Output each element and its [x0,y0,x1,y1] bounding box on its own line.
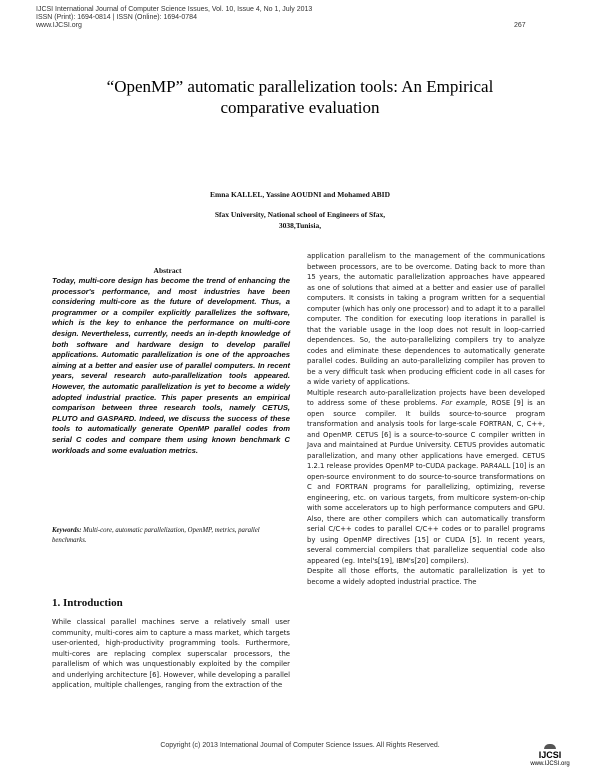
paper-title [40,76,560,118]
logo-name: IJCSI [538,750,562,760]
running-header [36,6,526,30]
affiliation-line-1: Sfax University, National school of Engineers of Sfax, [214,210,386,219]
logo-url: www.IJCSI.org [530,761,570,767]
copyright-footer: Copyright (c) 2013 International Journal of Computer Science Issues. All Rights Reserved. [160,742,440,749]
abstract-heading: Abstract [153,266,182,275]
author-list: Emna KALLEL, Yassine AOUDNI and Mohamed ABID [210,190,390,199]
section-heading-introduction: 1. Introduction [52,597,123,609]
right-paragraph-2-rest: ROSE [9] is an open source compiler. It builds source-to-source program transformation and analysis tools for large-scale FORTRAN, C, C++, and OpenMP. CETUS [6] is a source-to-source C compiler written in Java and maintained at Purdue University. CETUS provides automatic parallelization, and many other applications have emerged. CETUS 1.2.1 release provides OpenMP to-CUDA package. PAR4ALL [10] is an open-source environment to do source-to-source transformations on C and FORTRAN programs for parallelizing, optimizing, reverse engineering, etc. on various targets, from multicore system-on-chip with some accelerators up to high performance computers and GPU. Also, there are other compilers which can automatically transform serial C/C++ codes to parallel C/C++ codes or to parallel programs by using OpenMP directives [15] or CUDA [5]. In recent years, several commercial compilers that parallelize sequential code also appeared (eg. Intel's[19], IBM's[20] compilers). [307,399,545,565]
right-paragraph-3: Despite all those efforts, the automatic parallelization is yet to become a widely adopted industrial practice. The [307,567,545,586]
issn-info: ISSN (Print): 1694-0814 | ISSN (Online): 1694-0784 [36,14,197,21]
right-paragraph-2-intro: Multiple research auto-parallelization projects have been developed to address some of these problems. [307,388,545,407]
right-paragraph-1: application parallelism to the management of the communications between processors, are to be overcome. Dating back to more than 15 years, the automatic parallelization approaches have appeared as one of solutions that aimed at a better and easier use of parallel computers. It consists in taking a program written for a sequential computer (which has only one processor) and to adapt it to a parallel computer. The condition for executing loop iterations in parallel is that the variable usage in the loop does not result in loop-carried dependences. So, the auto-parallelizing compilers try to analyze codes and eliminate these dependences to automatically generate parallel codes. Building an auto-parallelizing compiler has proven to be a very difficult task when producing efficient code in all cases for a wide variety of applications. [307,252,545,386]
right-column [307,251,545,587]
intro-column-left [52,617,290,691]
for-example-phrase: For example, [441,399,488,407]
keywords-text: Multi-core, automatic parallelization, OpenMP, metrics, parallel benchmarks. [52,527,260,544]
intro-paragraph: While classical parallel machines serve a relatively small user community, multi-cores aim to capture a mass market, which targets user-oriented, high-productivity programming tools. Furthermore, multi-cores are replacing complex superscalar processors, the parallelism of which was unquestionably exploited by the compiler and underlying architecture [6]. However, while developing a parallel application, multiple challenges, ranging from the extraction of the [52,618,290,689]
journal-info: IJCSI International Journal of Computer Science Issues, Vol. 10, Issue 4, No 1, July 2013 [36,6,313,13]
page-number: 267 [514,22,526,29]
abstract-body: Today, multi-core design has become the trend of enhancing the processor's performance, and most industries have been considering multi-core as the future of development. Thus, a programmer or a compiler explicitly parallelizes the software, which is the key to enhance the performance on multi-core design. Nevertheless, currently, needs an in-depth knowledge of both software and hardware design to develop parallel applications. Automatic parallelization is one of the approaches aiming at a better and easier use of parallel computers. In recent years, several research auto-parallelization tools appeared. However, the automatic parallelization is yet to become a widely adopted industrial practice. This paper presents an empirical comparison between three research tools, namely CETUS, PLUTO and GASPARD. Indeed, we discuss the success of these tools to automatically generate OpenMP parallel codes from serial C codes and compare them using known benchmark C workloads and some evaluation metrics. [52,276,290,455]
title-line-1: “OpenMP” automatic parallelization tools: An Empirical [106,77,494,96]
ijcsi-logo [528,746,572,772]
logo-mark-icon [544,744,556,749]
keywords [52,526,290,545]
affiliation-line-2: 3038,Tunisia, [278,221,322,230]
affiliation [0,209,600,231]
title-line-2: comparative evaluation [220,98,380,117]
journal-url[interactable]: www.IJCSI.org [36,22,82,29]
right-paragraph-2 [307,388,545,567]
keywords-label: Keywords: [52,527,82,534]
